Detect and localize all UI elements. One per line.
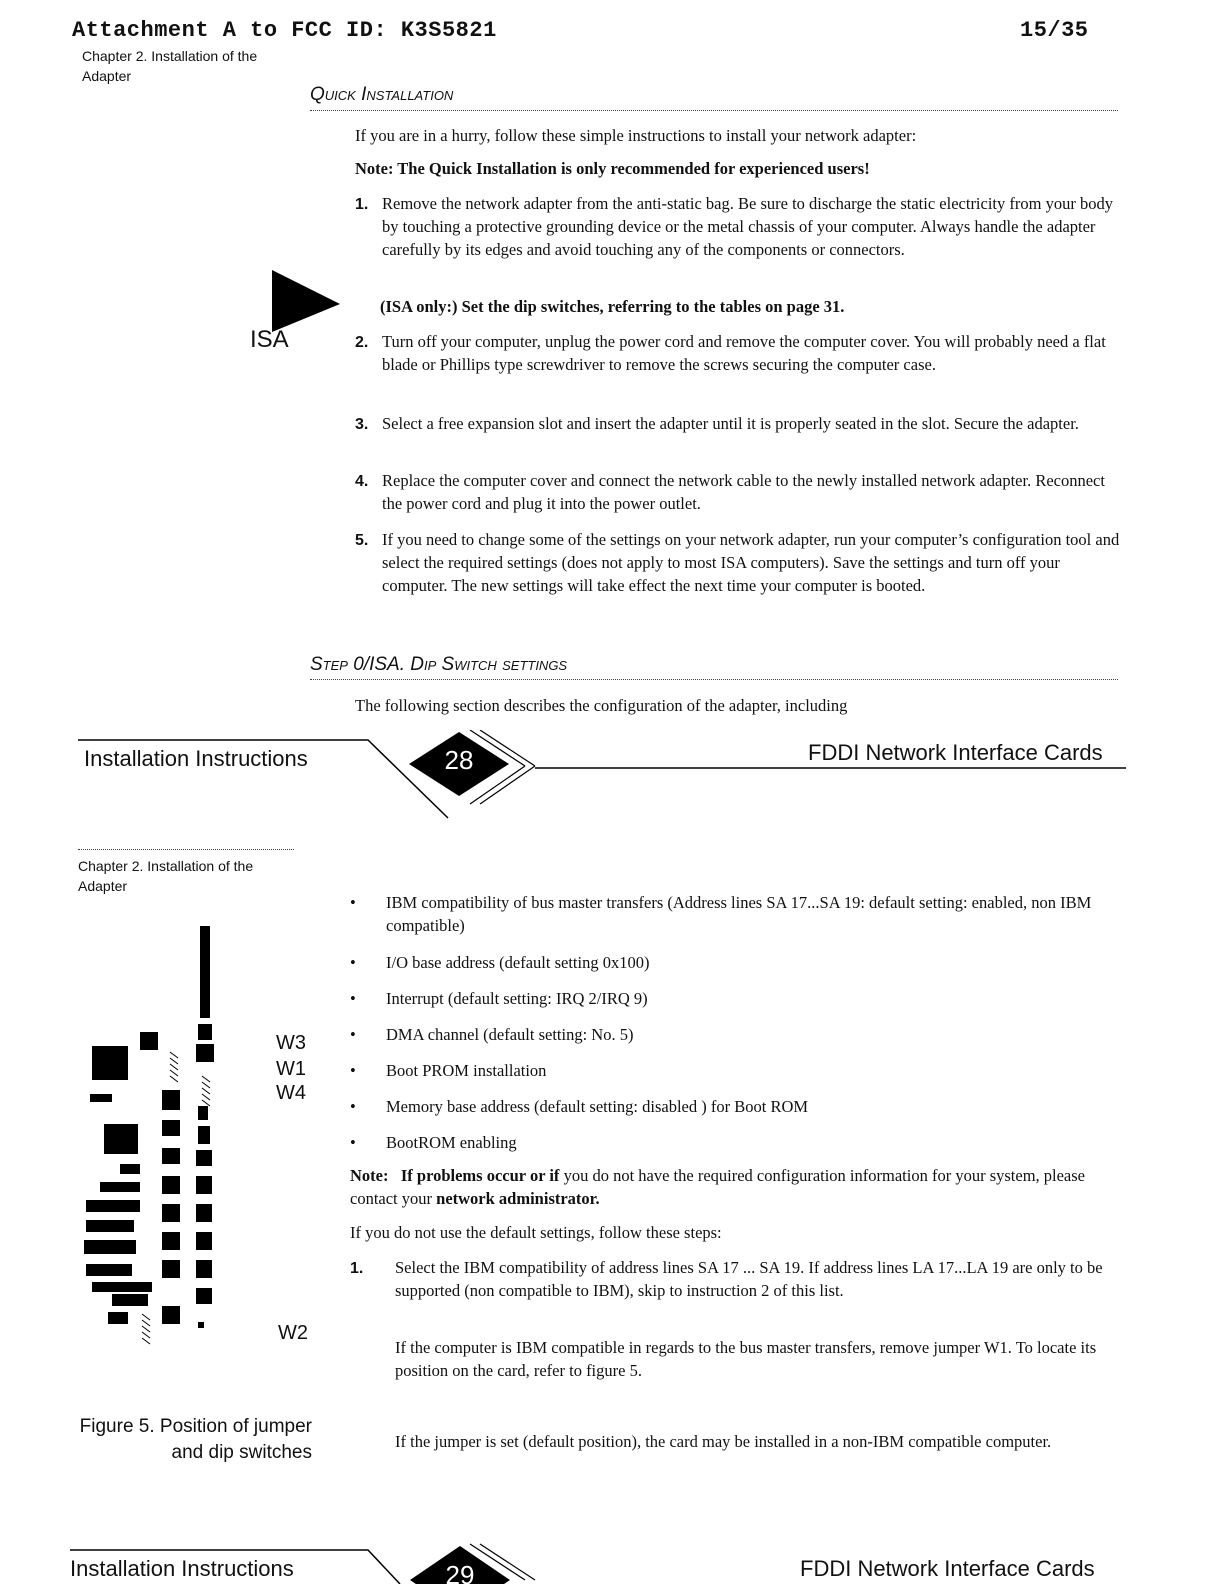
- list-item: • Interrupt (default setting: IRQ 2/IRQ 9): [350, 989, 648, 1008]
- list-item: • DMA channel (default setting: No. 5): [350, 1025, 634, 1044]
- default-settings-text: If you do not use the default settings, follow these steps:: [350, 1223, 722, 1242]
- list-item: • IBM compatibility of bus master transfers (Address lines SA 17...SA 19: default setting: enabled, non IBM compatible): [350, 893, 1092, 935]
- footer-right-label: FDDI Network Interface Cards: [808, 740, 1103, 765]
- jumper-diagram: [80, 920, 320, 1360]
- footer-left-label: Installation Instructions: [84, 746, 308, 771]
- list-item: • I/O base address (default setting 0x100): [350, 953, 650, 972]
- list-item: • Boot PROM installation: [350, 1061, 547, 1080]
- note-text: Note: The Quick Installation is only recommended for experienced users!: [355, 159, 870, 178]
- section-rule: [310, 679, 1118, 680]
- chapter-heading: Chapter 2. Installation of the Adapter: [82, 48, 258, 84]
- chapter-rule: [78, 849, 294, 850]
- step-item: 1. Remove the network adapter from the anti-static bag. Be sure to discharge the static electricity from your body by touching a protective grounding device or the metal chassis of your computer. Always handle the adapter carefully by its edges and avoid touching any of the components or connectors.: [355, 194, 1113, 259]
- isa-note: (ISA only:) Set the dip switches, referring to the tables on page 31.: [380, 297, 845, 316]
- step-item: 4. Replace the computer cover and connect the network cable to the newly installed network adapter. Reconnect the power cord and plug it into the power outlet.: [355, 471, 1105, 513]
- footer-page-number: 28: [444, 745, 474, 775]
- section-rule: [310, 110, 1118, 111]
- chapter-heading: Chapter 2. Installation of the Adapter: [78, 858, 254, 894]
- footer-page-number: 29: [445, 1560, 475, 1584]
- arrow-right-icon: [270, 268, 344, 334]
- section2-intro: The following section describes the configuration of the adapter, including: [355, 696, 848, 715]
- list-item: • BootROM enabling: [350, 1133, 517, 1152]
- list-item: • Memory base address (default setting: disabled ) for Boot ROM: [350, 1097, 809, 1116]
- footer-right-label: FDDI Network Interface Cards: [800, 1556, 1095, 1581]
- isa-label: ISA: [250, 326, 289, 353]
- section-title-dip-switch: Step 0/ISA. Dip Switch settings: [310, 654, 568, 675]
- intro-text: If you are in a hurry, follow these simple instructions to install your network adapter:: [355, 126, 917, 145]
- step-item: 2. Turn off your computer, unplug the power cord and remove the computer cover. You will probably need a flat blade or Phillips type screwdriver to remove the screws securing the computer case.: [355, 332, 1106, 374]
- footer-left-label: Installation Instructions: [70, 1556, 294, 1581]
- label-w1: W1: [276, 1058, 306, 1080]
- step-paragraph: If the computer is IBM compatible in regards to the bus master transfers, remove jumper W1. To locate its position on the card, refer to figure 5.: [395, 1338, 1097, 1380]
- step-item: 3. Select a free expansion slot and insert the adapter until it is properly seated in the slot. Secure the adapter.: [355, 414, 1079, 433]
- figure-caption: Figure 5. Position of jumper and dip switches: [79, 1416, 312, 1463]
- step-item: 5. If you need to change some of the settings on your network adapter, run your computer’s configuration tool and select the required settings (does not apply to most ISA computers). Save the settings and turn off your computer. The new settings will take effect the next time your computer is booted.: [355, 530, 1120, 595]
- label-w3: W3: [276, 1032, 306, 1054]
- document-title: Attachment A to FCC ID: K3S5821: [72, 18, 497, 43]
- label-w4: W4: [276, 1082, 306, 1104]
- section-title-quick-installation: Quick Installation: [310, 84, 454, 105]
- step-item: 1. Select the IBM compatibility of address lines SA 17 ... SA 19. If address lines LA 17...LA 19 are only to be supported (non compatible to IBM), skip to instruction 2 of this list.: [350, 1258, 1103, 1300]
- note-paragraph: Note: If problems occur or if you do not have the required configuration information for your system, please contact your network administrator.: [350, 1166, 1086, 1208]
- page-index: 15/35: [1020, 18, 1089, 43]
- step-paragraph: If the jumper is set (default position), the card may be installed in a non-IBM compatible computer.: [395, 1432, 1052, 1451]
- label-w2: W2: [278, 1322, 308, 1344]
